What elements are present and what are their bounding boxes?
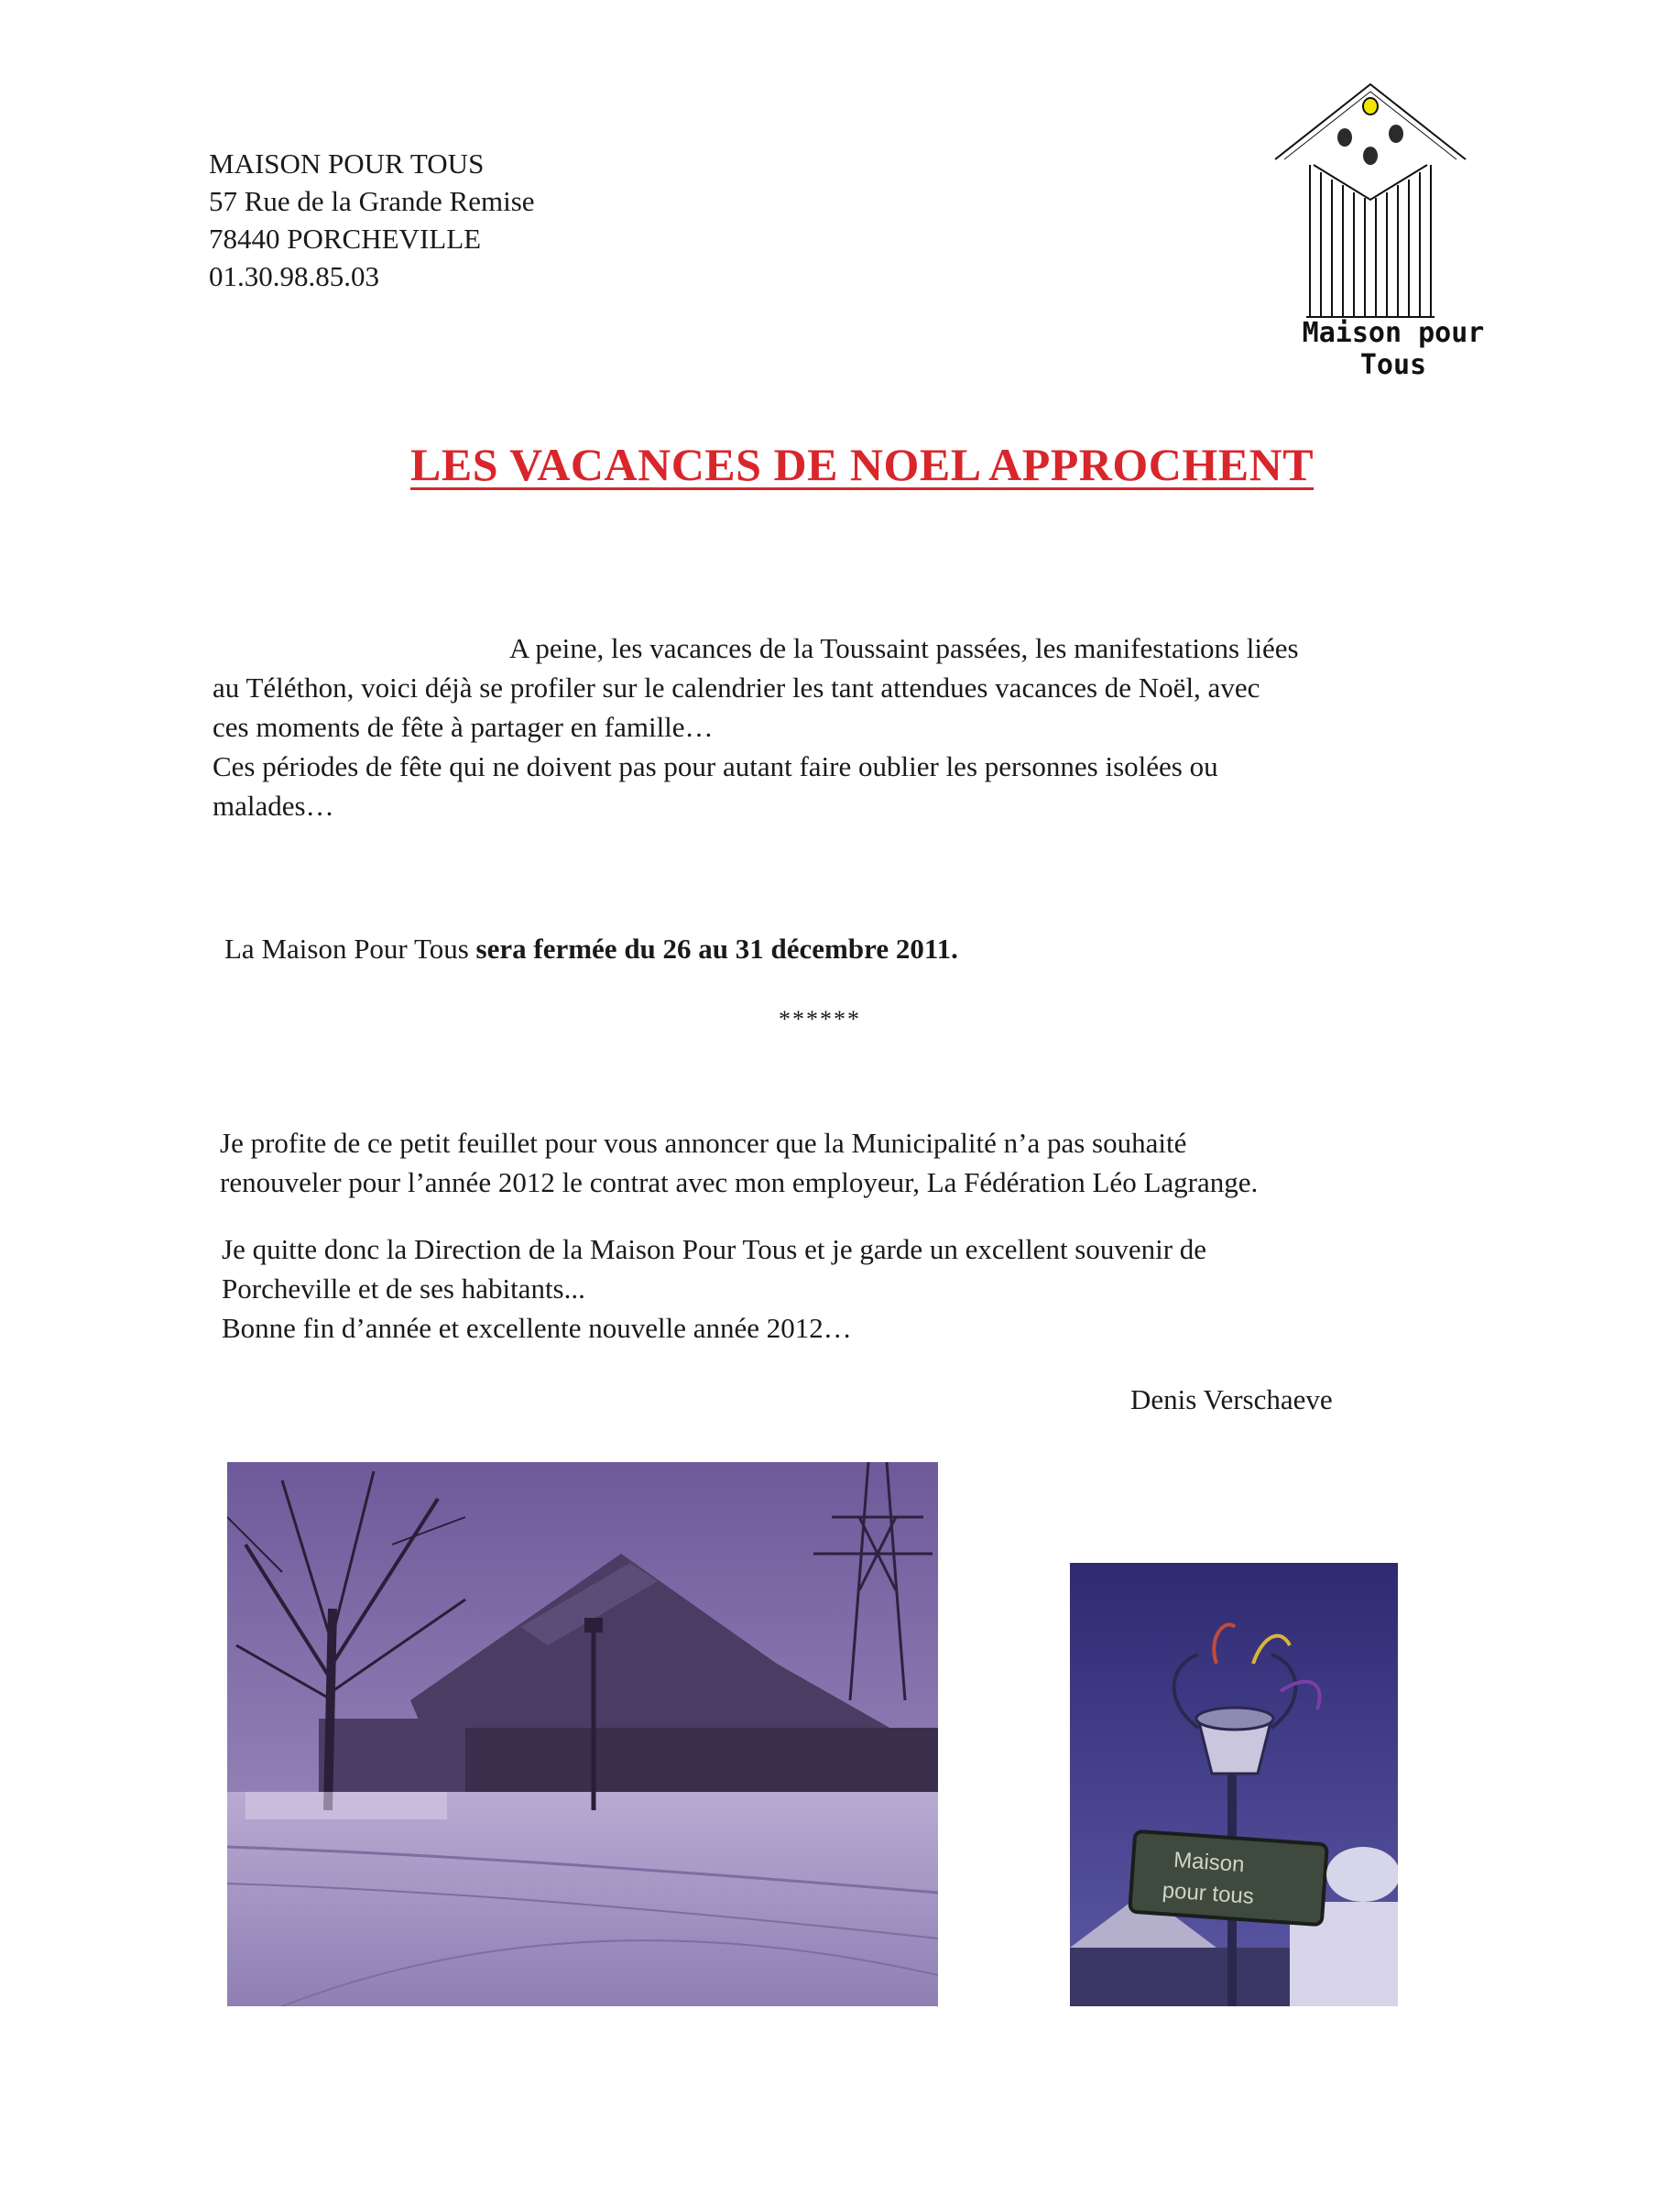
- intro-paragraph: [213, 628, 1413, 825]
- address-city: 78440 PORCHEVILLE: [209, 223, 482, 255]
- logo-caption: Maison pour Tous: [1302, 317, 1485, 381]
- address-phone: 01.30.98.85.03: [209, 260, 379, 292]
- sender-address: [209, 145, 535, 295]
- closure-prefix: La Maison Pour Tous: [224, 933, 476, 965]
- intro-line-3: ces moments de fête à partager en famille…: [213, 711, 714, 743]
- intro-line-5: malades…: [213, 790, 334, 822]
- address-org: MAISON POUR TOUS: [209, 147, 485, 180]
- separator: ******: [779, 1006, 861, 1032]
- intro-line-4: Ces périodes de fête qui ne doivent pas pour autant faire oublier les personnes isolées ou: [213, 750, 1218, 782]
- farewell-paragraph: [222, 1229, 1422, 1348]
- maison-pour-tous-logo: [1273, 81, 1513, 381]
- sign-photo: [1070, 1563, 1398, 2006]
- building-photo: [227, 1462, 938, 2006]
- intro-line-1: A peine, les vacances de la Toussaint passées, les manifestations liées: [509, 632, 1299, 664]
- house-logo-icon: [1273, 81, 1513, 319]
- address-street: 57 Rue de la Grande Remise: [209, 185, 535, 217]
- closure-dates: sera fermée du 26 au 31 décembre 2011.: [475, 933, 958, 965]
- farewell-line-3: Bonne fin d’année et excellente nouvelle année 2012…: [222, 1312, 852, 1344]
- announcement-paragraph: [220, 1123, 1420, 1202]
- sign-text-line-2: pour tous: [1161, 1878, 1255, 1909]
- page-title: LES VACANCES DE NOEL APPROCHENT: [410, 439, 1315, 490]
- farewell-line-1: Je quitte donc la Direction de la Maison Pour Tous et je garde un excellent souvenir de: [222, 1233, 1207, 1265]
- closure-notice: [224, 933, 958, 966]
- signature: Denis Verschaeve: [1130, 1383, 1333, 1415]
- intro-line-2: au Téléthon, voici déjà se profiler sur le calendrier les tant attendues vacances de Noël, avec: [213, 672, 1260, 704]
- announcement-line-2: renouveler pour l’année 2012 le contrat avec mon employeur, La Fédération Léo Lagrange.: [220, 1166, 1259, 1198]
- sign-text-line-1: Maison: [1173, 1847, 1246, 1878]
- announcement-line-1: Je profite de ce petit feuillet pour vous annoncer que la Municipalité n’a pas souhaité: [220, 1127, 1187, 1159]
- farewell-line-2: Porcheville et de ses habitants...: [222, 1272, 585, 1305]
